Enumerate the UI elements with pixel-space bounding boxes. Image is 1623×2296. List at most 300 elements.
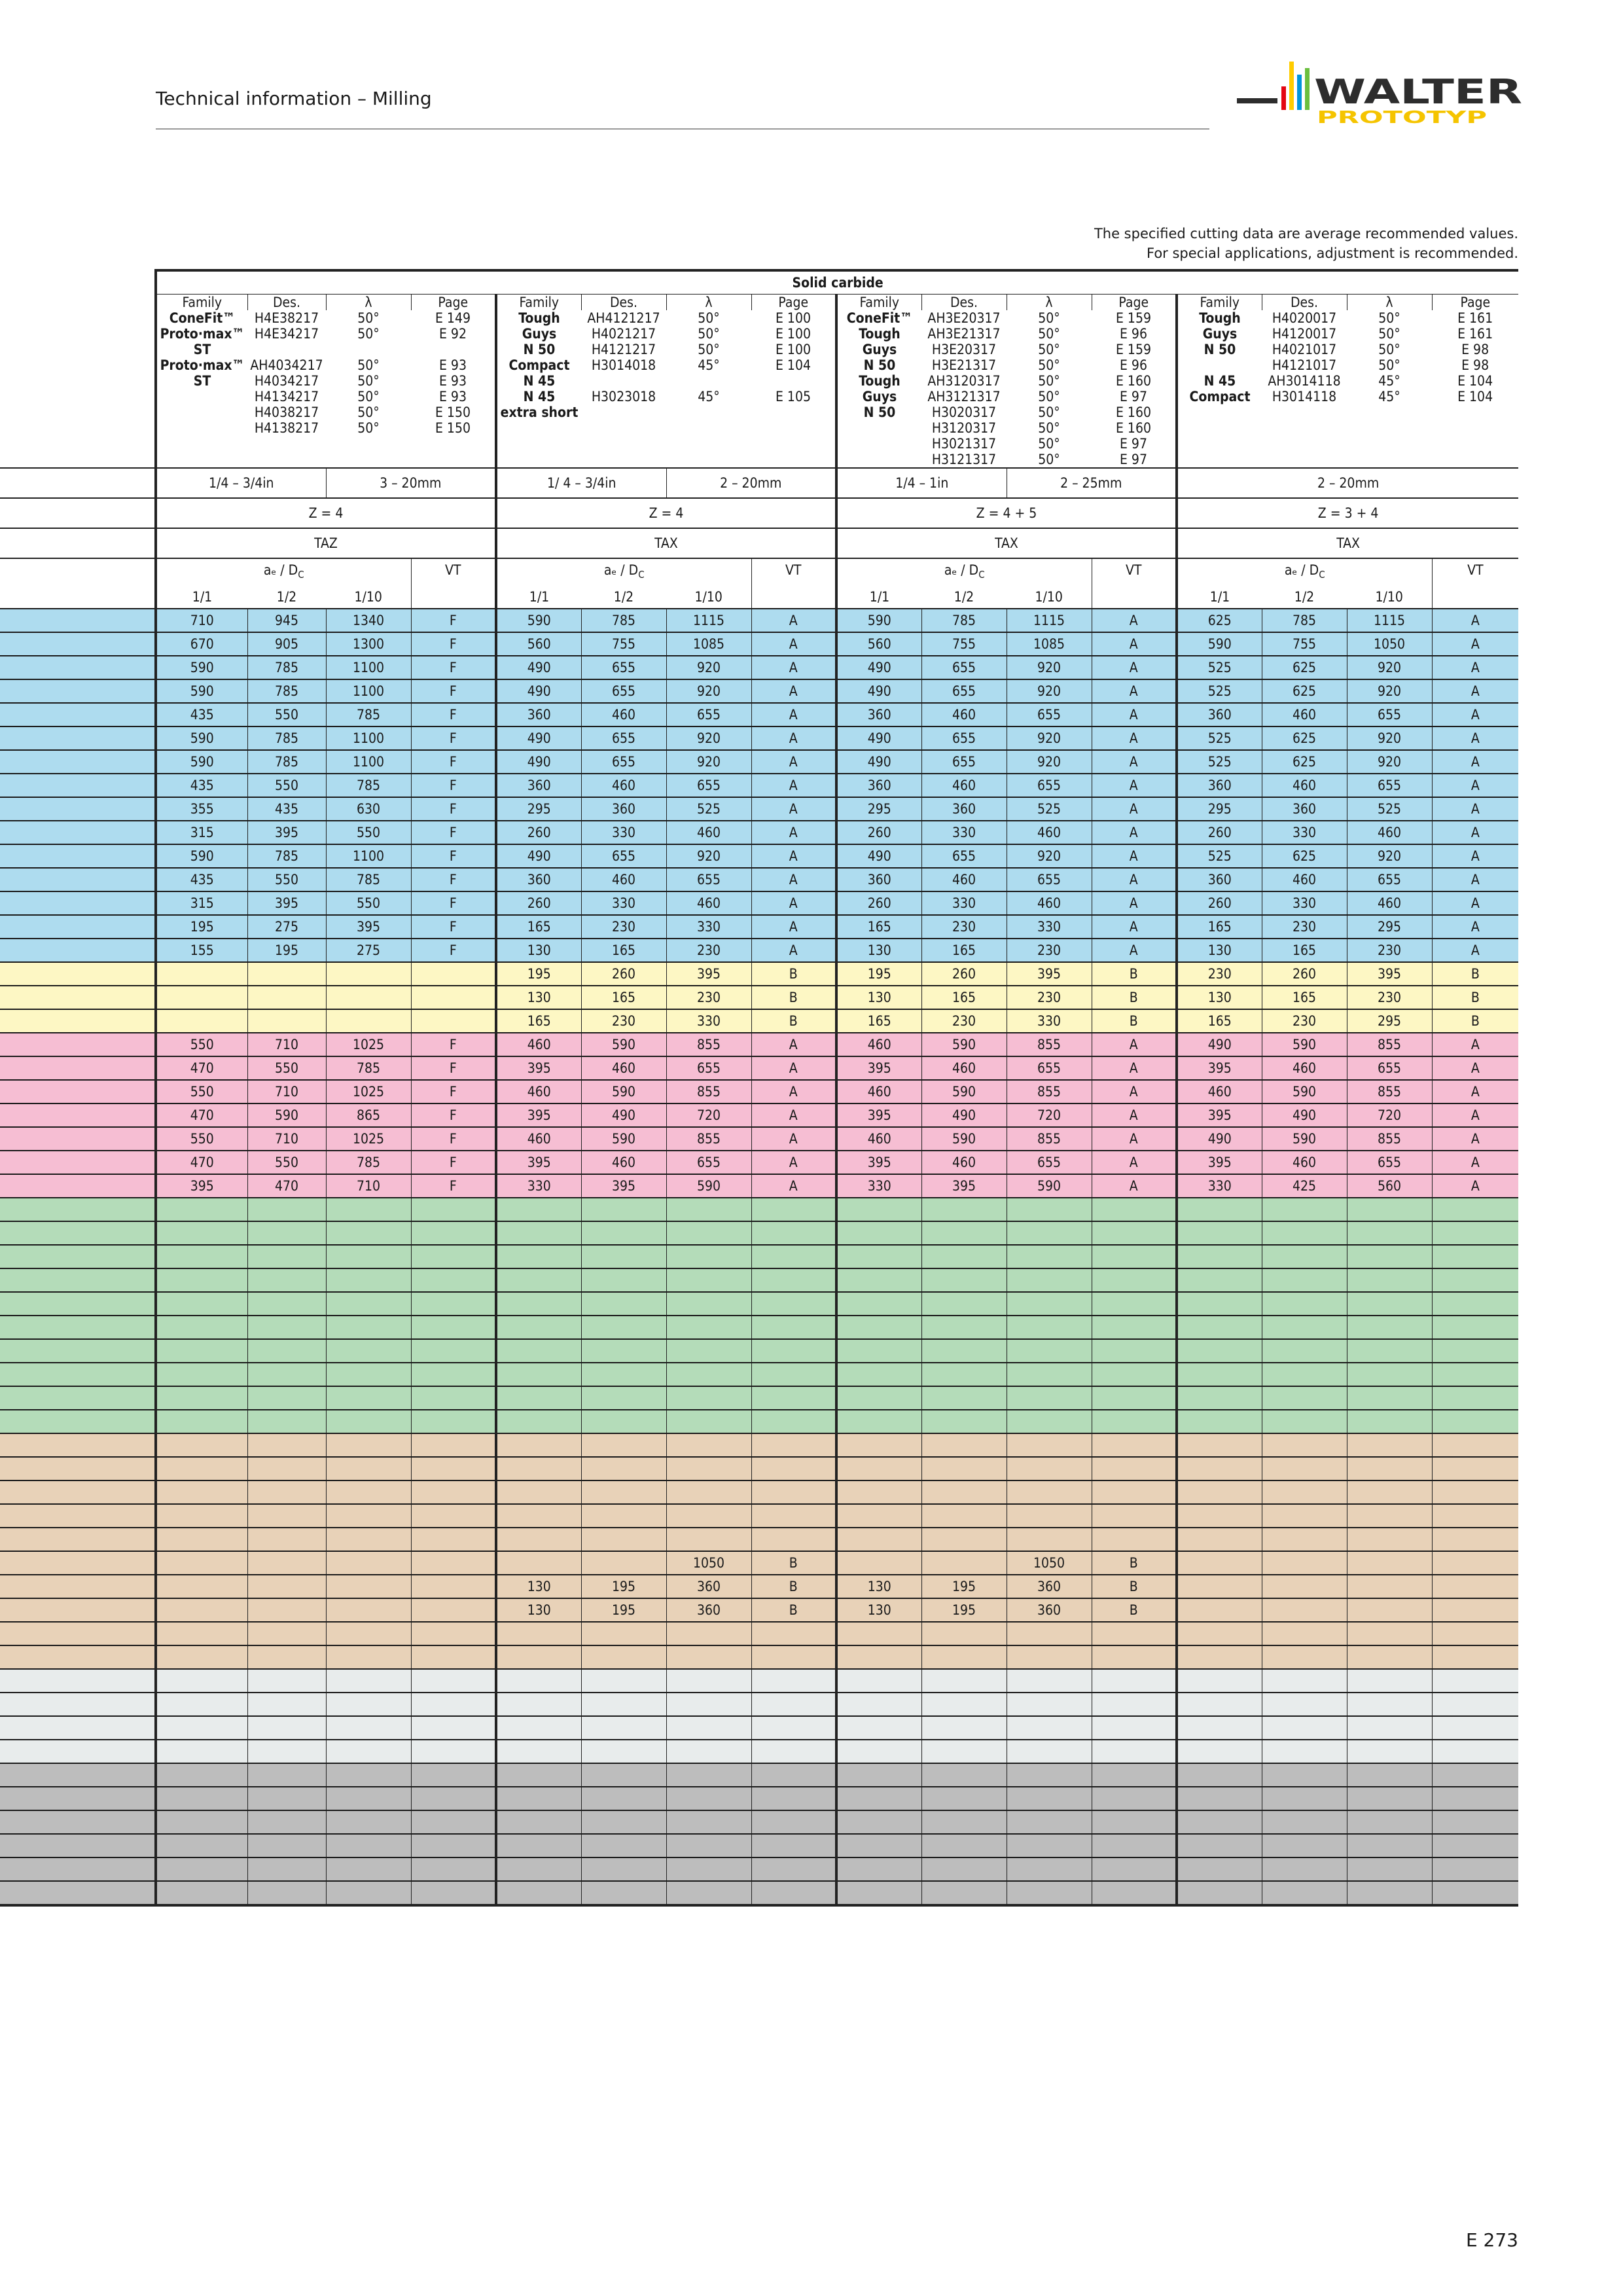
product-family: Tough bbox=[836, 373, 921, 389]
cutting-speed-value: 165 bbox=[921, 986, 1007, 1009]
product-family bbox=[1177, 404, 1262, 420]
product-family: Guys bbox=[836, 342, 921, 357]
data-row bbox=[0, 726, 1518, 750]
cutting-speed-value: 785 bbox=[326, 1056, 411, 1080]
cutting-speed-value: 625 bbox=[1262, 750, 1347, 774]
cutting-speed-value: 785 bbox=[247, 726, 326, 750]
cutting-speed-value: 130 bbox=[1177, 986, 1262, 1009]
cutting-speed-value bbox=[921, 1457, 1007, 1480]
cutting-speed-value: 490 bbox=[496, 679, 581, 703]
vt-value bbox=[411, 1316, 496, 1339]
catalog-page: E 98 bbox=[1461, 342, 1489, 357]
data-row bbox=[0, 1174, 1518, 1198]
data-row bbox=[0, 1033, 1518, 1056]
vt-value bbox=[751, 1693, 836, 1716]
cutting-speed-value bbox=[666, 1740, 751, 1763]
product-designation: H4038217 bbox=[254, 404, 319, 420]
data-row bbox=[0, 939, 1518, 962]
cutting-speed-value bbox=[247, 1316, 326, 1339]
cutting-speed-value bbox=[836, 1810, 921, 1834]
cutting-speed-value bbox=[1177, 1245, 1262, 1268]
vt-value bbox=[1432, 1716, 1518, 1740]
diameter-range-inch: 1/ 4 – 3/4in bbox=[496, 468, 666, 498]
row-label bbox=[0, 1504, 156, 1528]
helix-angle: 50° bbox=[1038, 357, 1060, 373]
cutting-speed-value: 625 bbox=[1262, 726, 1347, 750]
cutting-speed-value bbox=[247, 1551, 326, 1575]
cutting-speed-value: 165 bbox=[496, 1009, 581, 1033]
product-designation: AH3014118 bbox=[1268, 373, 1341, 389]
product-family: Guys bbox=[836, 389, 921, 404]
data-row bbox=[0, 962, 1518, 986]
cutting-speed-value: 655 bbox=[666, 703, 751, 726]
data-row bbox=[0, 844, 1518, 868]
cutting-speed-value: 165 bbox=[1262, 939, 1347, 962]
product-designation: AH4034217 bbox=[250, 357, 323, 373]
cutting-speed-value: 855 bbox=[666, 1080, 751, 1103]
vt-value: A bbox=[1092, 1103, 1177, 1127]
product-family bbox=[156, 452, 247, 468]
cutting-speed-value: 395 bbox=[496, 1103, 581, 1127]
row-label bbox=[0, 821, 156, 844]
cutting-speed-value: 855 bbox=[1347, 1127, 1432, 1151]
cutting-speed-value bbox=[581, 1410, 666, 1433]
row-label bbox=[0, 1127, 156, 1151]
diameter-range-mm: 2 – 20mm bbox=[1177, 468, 1518, 498]
helix-angle: 50° bbox=[1378, 357, 1400, 373]
row-label bbox=[0, 1645, 156, 1669]
teeth-count: Z = 4 bbox=[496, 498, 836, 528]
cutting-speed-value bbox=[666, 1669, 751, 1693]
cutting-speed-value: 435 bbox=[156, 703, 247, 726]
cutting-speed-value: 670 bbox=[156, 632, 247, 656]
geometry-code: TAX bbox=[1177, 528, 1518, 558]
vt-value bbox=[1432, 1575, 1518, 1598]
cutting-speed-value bbox=[581, 1810, 666, 1834]
cutting-speed-value bbox=[836, 1198, 921, 1221]
cutting-speed-value: 165 bbox=[921, 939, 1007, 962]
product-family bbox=[836, 436, 921, 452]
data-row bbox=[0, 1763, 1518, 1787]
cutting-speed-value bbox=[156, 1810, 247, 1834]
vt-value: A bbox=[751, 609, 836, 632]
logo-bar-blue bbox=[1297, 75, 1302, 110]
cutting-speed-value bbox=[1262, 1268, 1347, 1292]
cutting-speed-value bbox=[666, 1268, 751, 1292]
cutting-speed-value bbox=[666, 1457, 751, 1480]
cutting-speed-value: 395 bbox=[1177, 1056, 1262, 1080]
vt-value: F bbox=[411, 750, 496, 774]
helix-angle: 45° bbox=[1378, 373, 1400, 389]
product-family: Tough bbox=[496, 310, 581, 326]
cutting-speed-value: 855 bbox=[1007, 1127, 1092, 1151]
cutting-speed-value: 550 bbox=[156, 1080, 247, 1103]
data-row bbox=[0, 1857, 1518, 1881]
product-designation: H3121317 bbox=[931, 452, 997, 467]
cutting-speed-value bbox=[156, 1834, 247, 1857]
cutting-speed-value: 460 bbox=[581, 868, 666, 891]
cutting-speed-value: 590 bbox=[156, 679, 247, 703]
cutting-speed-value bbox=[1007, 1693, 1092, 1716]
cutting-speed-value bbox=[1262, 1221, 1347, 1245]
vt-value: B bbox=[1432, 1009, 1518, 1033]
vt-value bbox=[751, 1386, 836, 1410]
product-designation: AH4121217 bbox=[587, 310, 660, 326]
vt-value: A bbox=[1092, 1080, 1177, 1103]
cutting-speed-value bbox=[1007, 1645, 1092, 1669]
data-row bbox=[0, 1810, 1518, 1834]
cutting-speed-value bbox=[921, 1292, 1007, 1316]
cutting-speed-value: 525 bbox=[1177, 726, 1262, 750]
cutting-speed-value: 295 bbox=[1177, 797, 1262, 821]
helix-angle bbox=[326, 342, 411, 357]
cutting-speed-value bbox=[1007, 1480, 1092, 1504]
product-family: N 45 bbox=[496, 389, 581, 404]
cutting-speed-value bbox=[921, 1834, 1007, 1857]
cutting-speed-value: 1115 bbox=[666, 609, 751, 632]
cutting-speed-value: 360 bbox=[496, 703, 581, 726]
cutting-speed-value: 460 bbox=[1262, 774, 1347, 797]
cutting-speed-value bbox=[921, 1645, 1007, 1669]
cutting-speed-value: 590 bbox=[1262, 1127, 1347, 1151]
catalog-page bbox=[1432, 420, 1518, 436]
row-label bbox=[0, 1622, 156, 1645]
ratio-label: 1/2 bbox=[613, 589, 634, 605]
cutting-speed-value bbox=[156, 1881, 247, 1905]
cutting-speed-value: 395 bbox=[1347, 962, 1432, 986]
vt-value: A bbox=[1092, 891, 1177, 915]
diameter-range-inch: 1/4 – 3/4in bbox=[156, 468, 326, 498]
ratio-label: 1/2 bbox=[954, 589, 974, 605]
cutting-speed-value bbox=[666, 1292, 751, 1316]
cutting-speed-value: 755 bbox=[921, 632, 1007, 656]
row-label bbox=[0, 679, 156, 703]
cutting-speed-value bbox=[836, 1339, 921, 1363]
vt-value: F bbox=[411, 1174, 496, 1198]
catalog-page bbox=[1432, 436, 1518, 452]
cutting-speed-value bbox=[836, 1834, 921, 1857]
cutting-speed-value bbox=[156, 1433, 247, 1457]
teeth-count: Z = 4 bbox=[156, 498, 496, 528]
product-designation: H3020317 bbox=[931, 404, 997, 420]
cutting-speed-value bbox=[666, 1386, 751, 1410]
cutting-speed-value bbox=[326, 1480, 411, 1504]
row-label bbox=[0, 1598, 156, 1622]
helix-angle: 50° bbox=[1038, 342, 1060, 357]
data-row bbox=[0, 1457, 1518, 1480]
cutting-speed-value: 590 bbox=[1007, 1174, 1092, 1198]
cutting-speed-value bbox=[1007, 1669, 1092, 1693]
cutting-speed-value bbox=[1177, 1316, 1262, 1339]
data-row bbox=[0, 1528, 1518, 1551]
cutting-speed-value: 460 bbox=[1007, 891, 1092, 915]
cutting-speed-value bbox=[496, 1740, 581, 1763]
cutting-speed-value bbox=[581, 1363, 666, 1386]
product-designation bbox=[581, 436, 666, 452]
product-family bbox=[1177, 436, 1262, 452]
cutting-speed-value bbox=[1347, 1339, 1432, 1363]
cutting-speed-value bbox=[921, 1763, 1007, 1787]
cutting-speed-value bbox=[247, 1716, 326, 1740]
data-row bbox=[0, 1103, 1518, 1127]
row-label bbox=[0, 1410, 156, 1433]
product-family: ConeFit™ bbox=[836, 310, 921, 326]
cutting-speed-value bbox=[247, 1504, 326, 1528]
cutting-speed-value: 590 bbox=[666, 1174, 751, 1198]
cutting-speed-value bbox=[581, 1881, 666, 1905]
cutting-speed-value bbox=[326, 1457, 411, 1480]
vt-value bbox=[411, 1622, 496, 1645]
row-label bbox=[0, 1080, 156, 1103]
cutting-speed-value: 230 bbox=[581, 1009, 666, 1033]
cutting-speed-value: 785 bbox=[247, 844, 326, 868]
vt-value bbox=[1432, 1198, 1518, 1221]
diameter-range-inch: 1/4 – 1in bbox=[836, 468, 1007, 498]
vt-value: B bbox=[1092, 1598, 1177, 1622]
cutting-speed-value bbox=[836, 1433, 921, 1457]
cutting-speed-value: 590 bbox=[156, 656, 247, 679]
cutting-speed-value: 260 bbox=[836, 891, 921, 915]
vt-value bbox=[1432, 1763, 1518, 1787]
cutting-speed-value: 1025 bbox=[326, 1127, 411, 1151]
cutting-speed-value bbox=[247, 1386, 326, 1410]
cutting-speed-value bbox=[1007, 1834, 1092, 1857]
catalog-page: E 97 bbox=[1120, 389, 1147, 404]
ratio-label: 1/1 bbox=[1177, 586, 1262, 609]
cutting-speed-value bbox=[921, 1716, 1007, 1740]
vt-value bbox=[1432, 1386, 1518, 1410]
vt-value: A bbox=[1432, 609, 1518, 632]
data-row bbox=[0, 1504, 1518, 1528]
cutting-speed-value: 460 bbox=[496, 1127, 581, 1151]
vt-value bbox=[411, 1198, 496, 1221]
cutting-speed-value bbox=[836, 1528, 921, 1551]
product-family bbox=[1177, 357, 1262, 373]
data-row bbox=[0, 774, 1518, 797]
row-label bbox=[0, 726, 156, 750]
column-header: Des. bbox=[581, 295, 666, 311]
helix-angle: 50° bbox=[1038, 404, 1060, 420]
cutting-speed-value bbox=[247, 1457, 326, 1480]
catalog-page bbox=[751, 420, 836, 436]
cutting-speed-value: 525 bbox=[1177, 679, 1262, 703]
cutting-speed-value bbox=[326, 1528, 411, 1551]
vt-value bbox=[751, 1410, 836, 1433]
cutting-speed-value bbox=[1347, 1457, 1432, 1480]
vt-value: A bbox=[1092, 774, 1177, 797]
row-label bbox=[0, 1575, 156, 1598]
cutting-speed-value bbox=[1262, 1740, 1347, 1763]
cutting-speed-value bbox=[247, 1198, 326, 1221]
note-line-1: The specified cutting data are average recommended values. bbox=[1094, 226, 1518, 242]
cutting-speed-value: 460 bbox=[921, 774, 1007, 797]
vt-value bbox=[751, 1622, 836, 1645]
cutting-speed-value: 195 bbox=[836, 962, 921, 986]
cutting-speed-value bbox=[326, 1009, 411, 1033]
column-header: Page bbox=[411, 295, 496, 311]
cutting-speed-value: 195 bbox=[247, 939, 326, 962]
cutting-speed-value bbox=[1007, 1787, 1092, 1810]
vt-value bbox=[1092, 1716, 1177, 1740]
cutting-speed-value bbox=[1347, 1622, 1432, 1645]
cutting-speed-value bbox=[496, 1857, 581, 1881]
cutting-speed-value bbox=[326, 1716, 411, 1740]
vt-value: F bbox=[411, 726, 496, 750]
vt-value: A bbox=[751, 1080, 836, 1103]
vt-value bbox=[411, 1339, 496, 1363]
data-row bbox=[0, 609, 1518, 632]
vt-label: VT bbox=[1092, 558, 1177, 609]
product-family bbox=[156, 420, 247, 436]
cutting-speed-value: 360 bbox=[1177, 703, 1262, 726]
vt-value: F bbox=[411, 1151, 496, 1174]
cutting-speed-value bbox=[1177, 1528, 1262, 1551]
column-header: λ bbox=[1347, 295, 1432, 311]
geometry-code: TAX bbox=[496, 528, 836, 558]
cutting-speed-value bbox=[1347, 1221, 1432, 1245]
cutting-speed-value: 905 bbox=[247, 632, 326, 656]
data-row bbox=[0, 703, 1518, 726]
cutting-speed-value: 655 bbox=[1007, 703, 1092, 726]
cutting-speed-value: 590 bbox=[156, 844, 247, 868]
cutting-speed-value: 920 bbox=[1007, 726, 1092, 750]
cutting-speed-value bbox=[496, 1881, 581, 1905]
vt-value: A bbox=[1092, 1151, 1177, 1174]
product-designation: H4020017 bbox=[1272, 310, 1337, 326]
cutting-speed-value bbox=[921, 1622, 1007, 1645]
product-family bbox=[496, 452, 581, 468]
vt-value bbox=[1432, 1292, 1518, 1316]
vt-value bbox=[411, 1504, 496, 1528]
row-label bbox=[0, 1693, 156, 1716]
product-designation bbox=[1262, 420, 1347, 436]
cutting-speed-value: 460 bbox=[1262, 1151, 1347, 1174]
vt-value: A bbox=[1432, 821, 1518, 844]
cutting-speed-value bbox=[581, 1528, 666, 1551]
cutting-speed-value bbox=[836, 1480, 921, 1504]
cutting-speed-value: 330 bbox=[1007, 915, 1092, 939]
cutting-speed-value bbox=[247, 1857, 326, 1881]
cutting-speed-value bbox=[156, 1221, 247, 1245]
cutting-speed-value bbox=[156, 1198, 247, 1221]
row-label bbox=[0, 844, 156, 868]
vt-value bbox=[1432, 1410, 1518, 1433]
catalog-page: E 104 bbox=[1457, 373, 1493, 389]
vt-value: F bbox=[411, 632, 496, 656]
vt-value: A bbox=[751, 750, 836, 774]
cutting-speed-value bbox=[581, 1480, 666, 1504]
cutting-speed-value: 295 bbox=[1347, 1009, 1432, 1033]
ae-label-text: aₑ / D bbox=[1284, 562, 1319, 578]
cutting-speed-value bbox=[921, 1363, 1007, 1386]
helix-angle: 50° bbox=[1038, 310, 1060, 326]
vt-value bbox=[1092, 1198, 1177, 1221]
cutting-speed-value: 855 bbox=[1347, 1033, 1432, 1056]
vt-value bbox=[411, 1669, 496, 1693]
vt-value bbox=[1092, 1433, 1177, 1457]
cutting-speed-value: 655 bbox=[921, 844, 1007, 868]
vt-value: A bbox=[751, 656, 836, 679]
vt-value bbox=[411, 1386, 496, 1410]
cutting-speed-value bbox=[496, 1316, 581, 1339]
product-family: Compact bbox=[496, 357, 581, 373]
cutting-speed-value: 525 bbox=[1177, 844, 1262, 868]
column-header: Family bbox=[836, 295, 921, 311]
cutting-speed-value bbox=[666, 1480, 751, 1504]
cutting-speed-value bbox=[581, 1316, 666, 1339]
geometry-code: TAZ bbox=[156, 528, 496, 558]
cutting-speed-value bbox=[496, 1528, 581, 1551]
cutting-speed-value: 395 bbox=[836, 1103, 921, 1127]
cutting-speed-value bbox=[1177, 1857, 1262, 1881]
data-row bbox=[0, 1292, 1518, 1316]
cutting-speed-value: 785 bbox=[326, 868, 411, 891]
cutting-speed-value bbox=[496, 1622, 581, 1645]
cutting-speed-value bbox=[581, 1787, 666, 1810]
cutting-speed-value bbox=[156, 1857, 247, 1881]
cutting-speed-value: 130 bbox=[496, 1575, 581, 1598]
cutting-speed-value bbox=[1262, 1316, 1347, 1339]
catalog-page: E 161 bbox=[1457, 310, 1493, 326]
product-family bbox=[496, 420, 581, 436]
cutting-speed-value bbox=[326, 1339, 411, 1363]
vt-value bbox=[1092, 1221, 1177, 1245]
vt-value bbox=[411, 1551, 496, 1575]
vt-value bbox=[1092, 1622, 1177, 1645]
row-label bbox=[0, 632, 156, 656]
vt-value: A bbox=[1092, 939, 1177, 962]
vt-value bbox=[751, 1221, 836, 1245]
data-row bbox=[0, 1433, 1518, 1457]
cutting-speed-value: 1100 bbox=[326, 750, 411, 774]
cutting-speed-value bbox=[1177, 1433, 1262, 1457]
cutting-speed-value bbox=[1262, 1433, 1347, 1457]
cutting-speed-value bbox=[326, 1693, 411, 1716]
vt-value: F bbox=[411, 1056, 496, 1080]
cutting-speed-value: 720 bbox=[666, 1103, 751, 1127]
cutting-speed-value bbox=[1347, 1504, 1432, 1528]
cutting-speed-value bbox=[836, 1457, 921, 1480]
cutting-speed-value bbox=[156, 1386, 247, 1410]
vt-value bbox=[751, 1316, 836, 1339]
vt-value bbox=[1432, 1669, 1518, 1693]
cutting-speed-value: 590 bbox=[156, 726, 247, 750]
cutting-speed-value bbox=[1007, 1268, 1092, 1292]
vt-value bbox=[411, 1693, 496, 1716]
column-header: Page bbox=[1432, 295, 1518, 311]
cutting-speed-value: 655 bbox=[1347, 1151, 1432, 1174]
product-designation: H4121017 bbox=[1272, 357, 1337, 373]
cutting-speed-value bbox=[1262, 1504, 1347, 1528]
catalog-page: E 105 bbox=[776, 389, 811, 404]
cutting-speed-value: 920 bbox=[1347, 844, 1432, 868]
row-label bbox=[0, 1103, 156, 1127]
vt-value bbox=[751, 1268, 836, 1292]
cutting-speed-value: 360 bbox=[1007, 1575, 1092, 1598]
cutting-speed-value: 460 bbox=[921, 868, 1007, 891]
logo-bar-yellow bbox=[1289, 62, 1294, 110]
cutting-speed-value bbox=[496, 1504, 581, 1528]
teeth-count: Z = 3 + 4 bbox=[1177, 498, 1518, 528]
data-row bbox=[0, 1316, 1518, 1339]
cutting-speed-value bbox=[1177, 1551, 1262, 1575]
cutting-speed-value bbox=[1177, 1763, 1262, 1787]
cutting-speed-value: 490 bbox=[836, 750, 921, 774]
row-label bbox=[0, 962, 156, 986]
cutting-speed-value bbox=[1262, 1292, 1347, 1316]
data-row bbox=[0, 1056, 1518, 1080]
vt-value bbox=[1092, 1740, 1177, 1763]
